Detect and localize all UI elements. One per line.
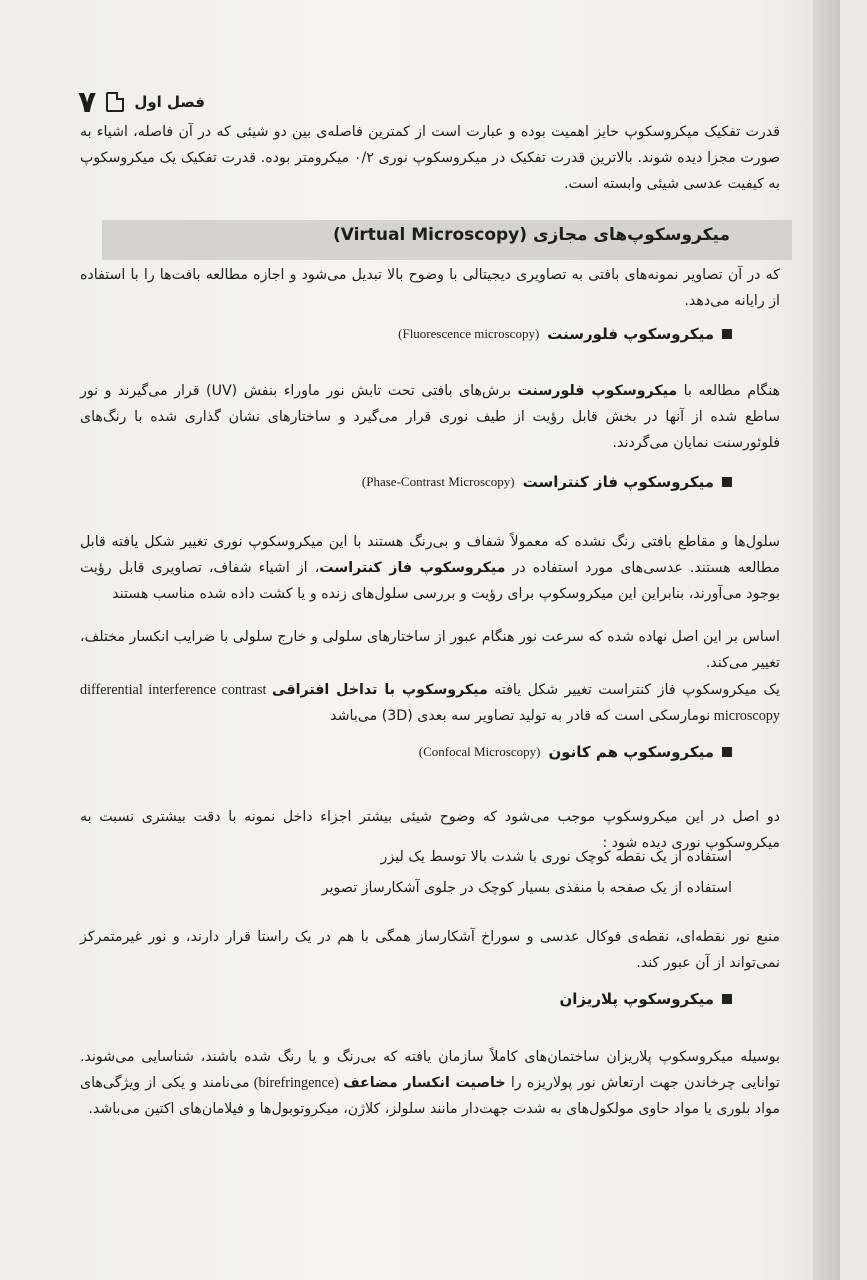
virtual-microscopy-title: میکروسکوپ‌های مجازی (Virtual Microscopy)	[332, 225, 730, 245]
page-edge	[813, 0, 840, 1280]
phase-paragraph-2: اساس بر این اصل نهاده شده که سرعت نور هنگام عبور از ساختارهای سلولی و خارج سلولی با ضرایب انکسار مختلف، تغییر می‌کند.	[80, 629, 780, 672]
text-run: می‌نامند و یکی از ویژگی‌های مواد بلوری یا مواد حاوی مولکول‌های به شدت جهت‌دار مانند سلولز، کلاژن، میکروتوبول‌ها و فیلامان‌های اکتین می‌باشد.	[80, 1075, 780, 1118]
virtual-microscopy-text: که در آن تصاویر نمونه‌های بافتی به تصاویری دیجیتالی با وضوح بالا تبدیل می‌شود و اجازه مطالعه بافت‌ها را با استفاده از رایانه می‌دهد.	[80, 267, 780, 310]
intro-paragraph: قدرت تفکیک میکروسکوپ حایز اهمیت بوده و عبارت است از کمترین فاصله‌ی بین دو شیئی که در آن فاصله، اشیاء به صورت مجزا دیده شوند. بالاترین قدرت تفکیک در میکروسکوپ نوری ۰/۲ میکرومتر بوده. قدرت تفکیک یک میکروسکوپ به کیفیت عدسی شیئی وابسته است.	[80, 124, 781, 193]
bullet-square-icon	[722, 747, 732, 757]
fluorescence-paragraph	[80, 378, 780, 456]
confocal-item-2: استفاده از یک صفحه با منفذی بسیار کوچک در جلوی آشکارساز تصویر	[321, 880, 732, 896]
document-icon	[106, 92, 124, 112]
polarizing-heading	[559, 990, 732, 1008]
fluorescence-heading-en: (Fluorescence microscopy)	[398, 326, 540, 341]
confocal-paragraph-2: منبع نور نقطه‌ای، نقطه‌ی فوکال عدسی و سوراخ آشکارساز همگی با هم در یک راستا قرار دارند، و نور غیرمتمرکز نمی‌تواند از آن عبور کند.	[80, 929, 780, 972]
page-number: ۷	[78, 84, 97, 120]
bold-term: میکروسکوپ با تداخل افتراقی	[271, 682, 488, 699]
text-run: نومارسکی است که قادر به تولید تصاویر سه بعدی (3D) می‌باشد	[330, 708, 711, 725]
polarizing-heading-fa: میکروسکوپ پلاریزان	[559, 990, 714, 1008]
phase-heading-fa: میکروسکوپ فاز کنتراست	[522, 473, 714, 491]
fluorescence-heading	[398, 325, 732, 343]
bold-term: میکروسکوپ فاز کنتراست	[319, 560, 506, 577]
bold-term: خاصیت انکسار مضاعف	[343, 1075, 506, 1092]
chapter-title: فصل اول	[134, 93, 206, 111]
text-run: هنگام مطالعه با	[677, 383, 780, 400]
phase-contrast-heading	[362, 473, 732, 491]
text-run: ، از اشیاء شفاف، تصاویری قابل رؤیت بوجود می‌آورند، بنابراین این میکروسکوپ برای رؤیت و بررسی سلول‌های زنده و یا کشت داده شده مناسب هستند	[80, 560, 780, 603]
bullet-square-icon	[722, 994, 732, 1004]
latin-term: (birefringence)	[249, 1075, 344, 1092]
phase-paragraph-1	[80, 529, 780, 607]
confocal-heading-en: (Confocal Microscopy)	[418, 744, 541, 759]
fluorescence-heading-fa: میکروسکوپ فلورسنت	[547, 325, 714, 343]
confocal-heading-fa: میکروسکوپ هم کانون	[548, 743, 714, 761]
latin-term: differential interference contrast microscopy	[80, 682, 780, 725]
phase-heading-en: (Phase-Contrast Microscopy)	[361, 474, 515, 489]
bullet-square-icon	[722, 477, 732, 487]
polarizing-paragraph	[80, 1044, 780, 1122]
phase-paragraph-3	[80, 677, 780, 729]
bullet-square-icon	[722, 329, 732, 339]
text-run: برش‌های بافتی تحت تابش نور ماوراء بنفش (UV) قرار می‌گیرند و نور ساطع شده از آنها در بخش قابل رؤیت از طیف نوری قرار می‌گیرد و ساختارهای نشان گذاری شده با رنگ‌های فلوئورسنت نمایان می‌گردند.	[80, 383, 780, 452]
text-run: بوسیله میکروسکوپ پلاریزان ساختمان‌های کاملاً سازمان یافته که بی‌رنگ و یا رنگ شده باشند، شناسایی می‌شوند. توانایی چرخاندن جهت ارتعاش نور پولاریزه را	[80, 1049, 780, 1092]
page-header	[78, 84, 218, 120]
confocal-paragraph: دو اصل در این میکروسکوپ موجب می‌شود که وضوح شیئی بیشتر اجزاء داخل نمونه با دقت بیشتری نسبت به میکروسکوپ نوری دیده شود :	[80, 809, 780, 852]
text-run: یک میکروسکوپ فاز کنتراست تغییر شکل یافته	[487, 682, 781, 699]
text-run: سلول‌ها و مقاطع بافتی رنگ نشده که معمولاً شفاف و بی‌رنگ هستند با این میکروسکوپ نوری تغییر شکل یافته قابل مطالعه هستند. عدسی‌های مورد استفاده در	[80, 534, 780, 577]
bold-term: میکروسکوپ فلورسنت	[517, 383, 678, 400]
confocal-item-1: استفاده از یک نقطه کوچک نوری با شدت بالا توسط یک لیزر	[380, 849, 732, 865]
confocal-heading	[419, 743, 732, 761]
